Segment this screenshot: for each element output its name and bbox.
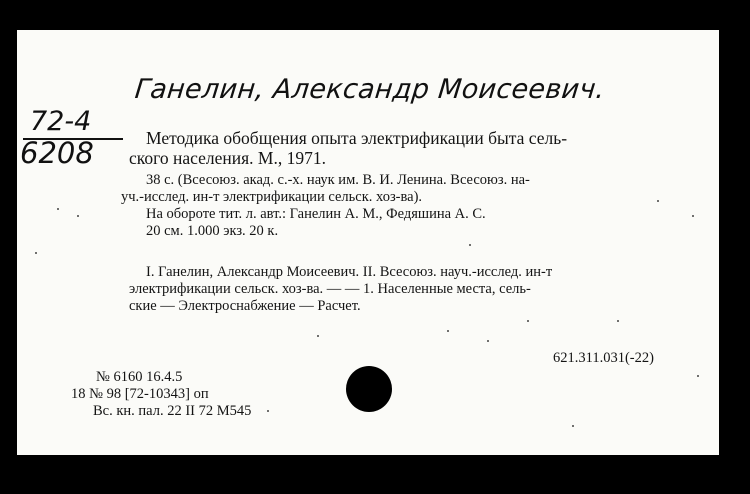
shelf-mark-bottom: 6208	[20, 136, 94, 170]
description-line-4: 20 см. 1.000 экз. 20 к.	[146, 223, 279, 239]
shelf-mark-top: 72-4	[30, 106, 92, 137]
footer-line-3: Вс. кн. пал. 22 II 72 М545	[93, 403, 252, 419]
title-line-1: Методика обобщения опыта электрификации быта сель-	[146, 128, 568, 148]
catalog-card	[17, 30, 719, 455]
description-line-1: 38 с. (Всесоюз. акад. с.-х. наук им. В. И. Ленина. Всесоюз. на-	[146, 172, 530, 188]
punch-hole	[346, 366, 392, 412]
title-line-2: ского населения. М., 1971.	[129, 148, 326, 168]
tracing-line-2: электрификации сельск. хоз-ва. — — 1. Населенные места, сель-	[129, 281, 531, 297]
tracing-line-3: ские — Электроснабжение — Расчет.	[129, 298, 361, 314]
footer-line-1: № 6160 16.4.5	[96, 369, 183, 385]
udc-classification: 621.311.031(-22)	[553, 350, 654, 366]
description-line-2: уч.-исслед. ин-т электрификации сельск. хоз-ва).	[121, 189, 423, 205]
footer-line-2: 18 № 98 [72-10343] оп	[71, 386, 209, 402]
author-heading: Ганелин, Александр Моисеевич.	[133, 74, 607, 105]
description-line-3: На обороте тит. л. авт.: Ганелин А. М., Федяшина А. С.	[146, 206, 486, 222]
tracing-line-1: I. Ганелин, Александр Моисеевич. II. Всесоюз. науч.-исслед. ин-т	[146, 264, 553, 280]
